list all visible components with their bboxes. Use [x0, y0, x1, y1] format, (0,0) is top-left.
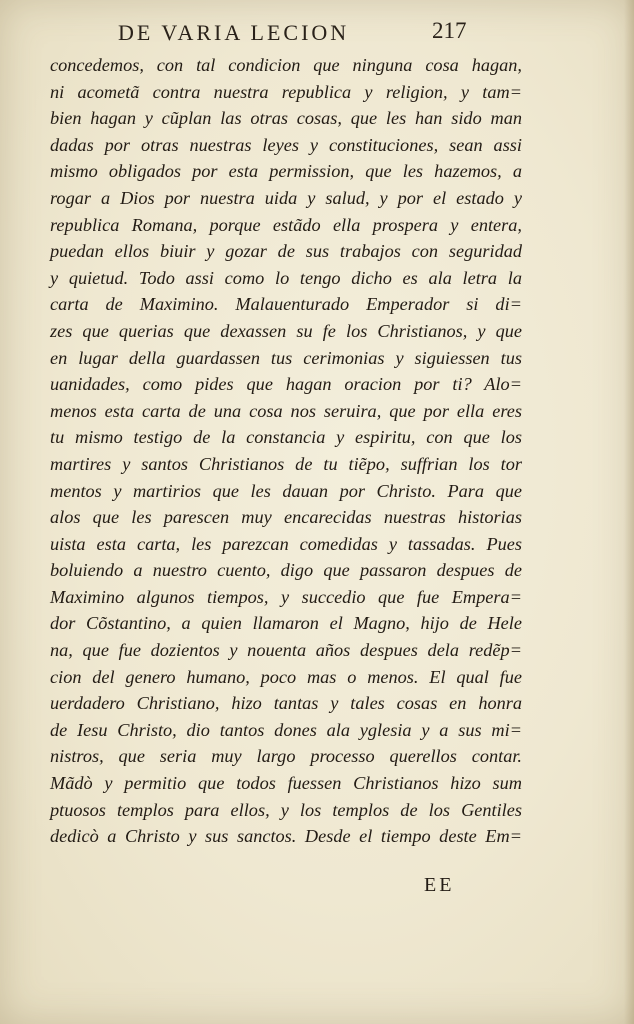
text-line: ni acometã contra nuestra republica y religion, y tam=	[50, 81, 522, 102]
text-line: tu mismo testigo de la constancia y espiritu, con que los	[50, 427, 522, 448]
text-line: dadas por otras nuestras leyes y constituciones, sean assi	[50, 134, 522, 155]
page-edge-shadow	[624, 0, 634, 1024]
text-line: Maximino algunos tiempos, y succedio que fue Empera=	[50, 586, 522, 607]
text-line: zes que querias que dexassen su fe los Christianos, y que	[50, 320, 522, 341]
text-line: rogar a Dios por nuestra uida y salud, y por el estado y	[50, 187, 522, 208]
text-line: uerdadero Christiano, hizo tantas y tales cosas en honra	[50, 693, 522, 714]
text-line: y quietud. Todo assi como lo tengo dicho es ala letra la	[50, 267, 522, 288]
text-line: de Iesu Christo, dio tantos dones ala yglesia y a sus mi=	[50, 719, 522, 740]
text-line: na, que fue dozientos y nouenta años despues dela redẽp=	[50, 640, 522, 661]
text-line: boluiendo a nuestro cuento, digo que passaron despues de	[50, 560, 522, 581]
text-line: mismo obligados por esta permission, que les hazemos, a	[50, 161, 522, 182]
catchword: EE	[424, 874, 455, 896]
text-line: bien hagan y cũplan las otras cosas, que les han sido man	[50, 108, 522, 129]
text-line: puedan ellos biuir y gozar de sus trabajos con seguridad	[50, 241, 522, 262]
text-line: en lugar della guardassen tus cerimonias y siguiessen tus	[50, 347, 522, 368]
text-line: uista esta carta, les parezcan comedidas y tassadas. Pues	[50, 533, 522, 554]
body-text	[50, 52, 522, 850]
text-line: uanidades, como pides que hagan oracion por ti? Alo=	[50, 374, 522, 395]
page-number: 217	[432, 18, 467, 43]
text-line: mentos y martirios que les dauan por Christo. Para que	[50, 480, 522, 501]
text-line: Mãdò y permitio que todos fuessen Christianos hizo sum	[50, 773, 522, 794]
text-line: alos que les parescen muy encarecidas nuestras historias	[50, 507, 522, 528]
text-line: concedemos, con tal condicion que ninguna cosa hagan,	[50, 55, 522, 75]
text-line: nistros, que seria muy largo processo querellos contar.	[50, 746, 522, 767]
text-line: martires y santos Christianos de tu tiẽpo, suffrian los tor	[50, 453, 522, 474]
text-line: dedicò a Christo y sus sanctos. Desde el tiempo deste Em=	[50, 826, 522, 847]
text-line: ptuosos templos para ellos, y los templos de los Gentiles	[50, 799, 522, 820]
page-header	[0, 16, 634, 50]
text-line: cion del genero humano, poco mas o menos. El qual fue	[50, 666, 522, 687]
text-line: carta de Maximino. Malauenturado Emperador si di=	[50, 294, 522, 315]
text-line: dor Cõstantino, a quien llamaron el Magno, hijo de Hele	[50, 613, 522, 634]
text-line: menos esta carta de una cosa nos seruira, que por ella eres	[50, 400, 522, 421]
running-title: DE VARIA LECION	[118, 20, 350, 45]
text-line: republica Romana, porque estãdo ella prospera y entera,	[50, 214, 522, 235]
